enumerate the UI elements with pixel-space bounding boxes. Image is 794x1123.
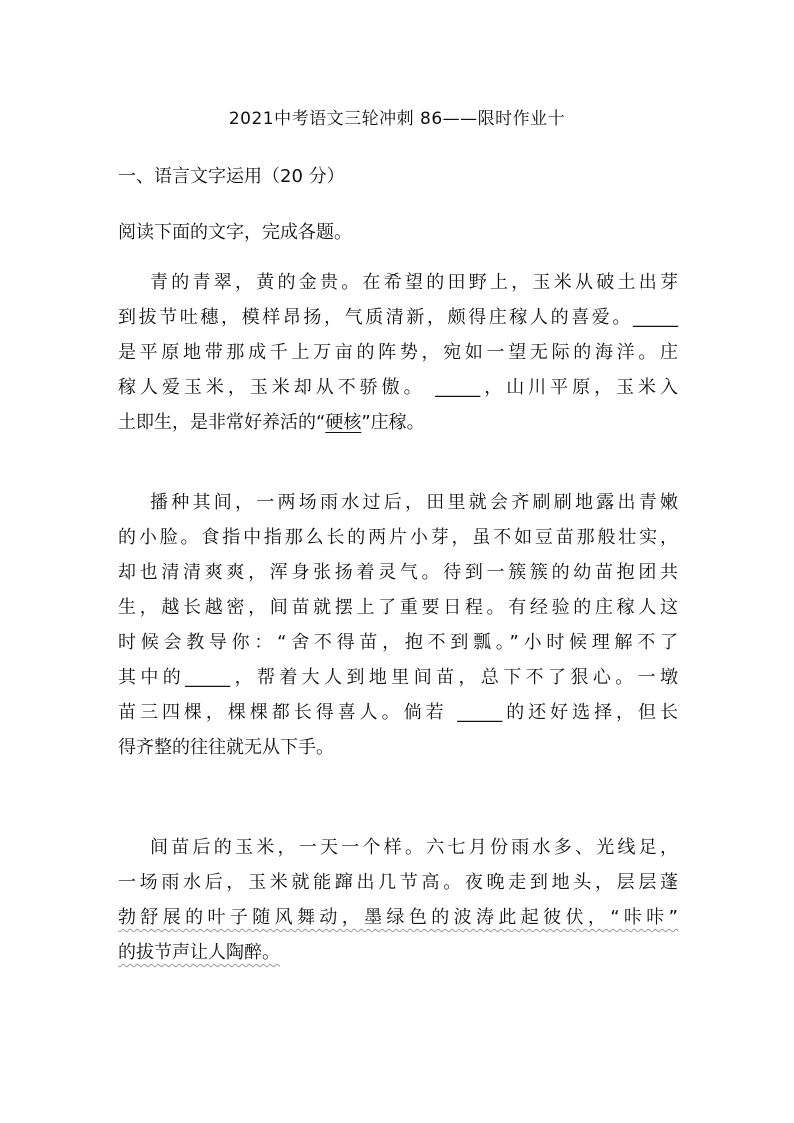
reading-instruction: 阅读下面的文字，完成各题。 <box>118 222 352 243</box>
paragraph-line: 到拔节吐穗，模样昂扬，气质清新，颇得庄稼人的喜爱。_____ <box>118 307 678 328</box>
page-title: 2021中考语文三轮冲刺 86——限时作业十 <box>228 109 566 129</box>
paragraph-2 <box>118 485 678 765</box>
paragraph-line: 时候会教导你：“舍不得苗，抱不到瓢。”小时候理解不了 <box>118 632 678 653</box>
paragraph-line: 青的青翠，黄的金贵。在希望的田野上，玉米从破土出芽 <box>150 272 678 293</box>
line-text: 土即生，是非常好养活的“ <box>118 412 326 433</box>
paragraph-line: 一场雨水后，玉米就能蹿出几节高。夜晚走到地头，层层蓬 <box>118 872 678 893</box>
paragraph-3 <box>118 830 678 970</box>
paragraph-line: 得齐整的往往就无从下手。 <box>118 737 334 758</box>
line-text: ”庄稼。 <box>361 412 425 433</box>
paragraph-line: 播种其间，一两场雨水过后，田里就会齐刷刷地露出青嫩 <box>150 492 678 513</box>
section-heading: 一、语言文字运用（20 分） <box>118 166 345 187</box>
paragraph-line <box>118 935 678 970</box>
paragraph-line: 却也清清爽爽，浑身张扬着灵气。待到一簇簇的幼苗抱团共 <box>118 562 678 583</box>
paragraph-line: 生，越长越密，间苗就摆上了重要日程。有经验的庄稼人这 <box>118 597 678 618</box>
paragraph-line: 勃舒展的叶子随风舞动，墨绿色的波涛此起彼伏，“咔咔” <box>118 907 678 928</box>
paragraph-1 <box>118 265 678 440</box>
paragraph-line <box>118 405 678 440</box>
paragraph-line: 的小脸。食指中指那么长的两片小芽，虽不如豆苗那般壮实， <box>118 527 678 548</box>
wavy-underlined-text: 的拔节声让人陶醉。 <box>118 942 280 963</box>
paragraph-line: 间苗后的玉米，一天一个样。六七月份雨水多、光线足， <box>150 837 678 858</box>
paragraph-line: 其中的_____，帮着大人到地里间苗，总下不了狠心。一墩 <box>118 667 678 688</box>
paragraph-line: 是平原地带那成千上万亩的阵势，宛如一望无际的海洋。庄 <box>118 342 678 363</box>
paragraph-line: 苗三四棵，棵棵都长得喜人。倘若 _____的还好选择，但长 <box>118 702 678 723</box>
paragraph-line: 稼人爱玉米，玉米却从不骄傲。 _____，山川平原，玉米入 <box>118 377 678 398</box>
underlined-word: 硬核 <box>325 412 362 433</box>
